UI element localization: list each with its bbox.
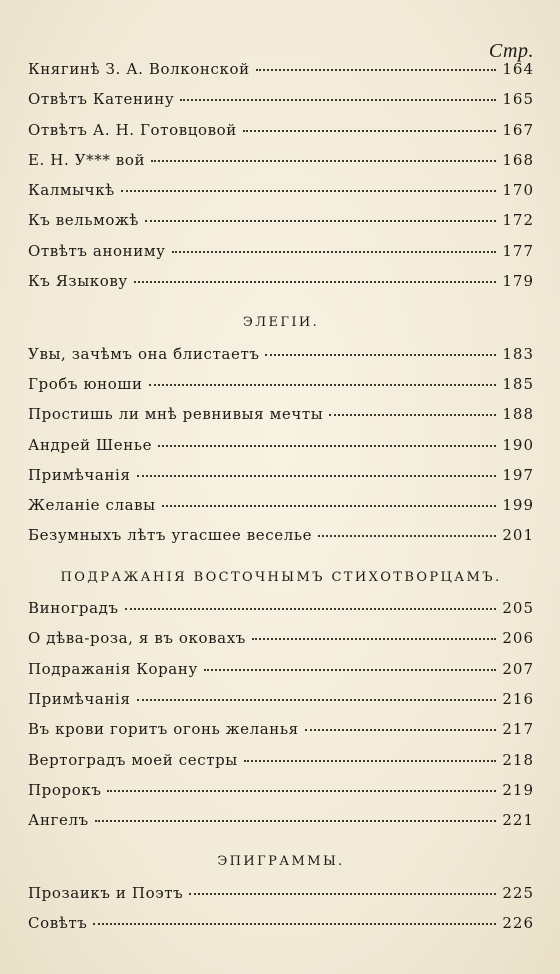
toc-entry [28, 151, 534, 181]
entry-title: Калмычкѣ [28, 181, 115, 200]
dot-leader [137, 474, 497, 477]
dot-leader [204, 668, 496, 671]
toc-entry [28, 629, 534, 659]
entry-page-number: 201 [502, 526, 534, 545]
toc-entry [28, 272, 534, 302]
entry-page-number: 179 [502, 272, 534, 291]
toc-entry [28, 599, 534, 629]
entry-page-number: 185 [502, 374, 534, 393]
entry-title: Прозаикъ и Поэтъ [28, 883, 184, 902]
toc-entry [28, 181, 534, 211]
entry-page-number: 164 [502, 60, 534, 78]
toc-entry [28, 436, 534, 466]
dot-leader [172, 250, 497, 253]
entry-title: Безумныхъ лѣтъ угасшее веселье [28, 526, 313, 545]
entry-title: Пророкъ [28, 780, 102, 799]
entry-page-number: 207 [502, 659, 534, 678]
entry-page-number: 177 [502, 241, 534, 260]
toc-entry [28, 884, 534, 914]
entry-page-number: 199 [502, 496, 534, 515]
toc-entry [28, 211, 534, 241]
entry-title: Е. Н. У*** вой [28, 150, 146, 169]
entry-title: Отвѣтъ Катенину [28, 90, 175, 109]
entry-title: Княгинѣ З. А. Волконской [28, 60, 250, 78]
entry-title: Къ вельможѣ [28, 211, 140, 230]
dot-leader [95, 819, 497, 822]
entry-page-number: 217 [502, 720, 534, 739]
section-heading: ЭПИГРАММЫ. [217, 854, 345, 870]
toc-entry [28, 60, 534, 90]
entry-page-number: 219 [502, 780, 534, 799]
toc-entry [28, 375, 534, 405]
entry-title: Примѣчанія [28, 689, 131, 708]
toc-entry [28, 690, 534, 720]
entry-title: Увы, зачѣмъ она блистаетъ [28, 344, 260, 363]
entry-title: Примѣчанія [28, 465, 131, 484]
entry-page-number: 165 [502, 90, 534, 109]
entry-page-number: 190 [502, 435, 534, 454]
page-column-label: Стр. [488, 40, 534, 62]
entry-page-number: 216 [502, 689, 534, 708]
dot-leader [145, 219, 496, 222]
dot-leader [244, 759, 497, 762]
toc-entry [28, 121, 534, 151]
toc-entry [28, 720, 534, 750]
entry-page-number: 168 [502, 150, 534, 169]
toc-entry [28, 466, 534, 496]
dot-leader [162, 504, 497, 507]
entry-page-number: 167 [502, 120, 534, 139]
entry-title: Къ Языкову [28, 272, 128, 291]
entry-page-number: 218 [502, 750, 534, 769]
toc-entry [28, 914, 534, 944]
entry-title: Гробъ юноши [28, 374, 143, 393]
section-heading: ЭЛЕГІИ. [242, 315, 320, 331]
toc-entry [28, 345, 534, 375]
dot-leader [134, 280, 497, 283]
dot-leader [256, 68, 497, 71]
dot-leader [252, 637, 496, 640]
entry-title: Простишь ли мнѣ ревнивыя мечты [28, 405, 324, 424]
entry-page-number: 206 [502, 629, 534, 648]
toc-entry [28, 811, 534, 841]
entry-page-number: 225 [502, 883, 534, 902]
entry-title: Совѣтъ [28, 914, 88, 933]
entry-page-number: 226 [502, 914, 534, 933]
dot-leader [158, 444, 496, 447]
dot-leader [329, 413, 496, 416]
entry-title: Подражанія Корану [28, 659, 198, 678]
toc-entry [28, 751, 534, 781]
toc-entry [28, 90, 534, 120]
dot-leader [149, 383, 497, 386]
entry-page-number: 205 [502, 599, 534, 618]
entry-title: О дѣва-роза, я въ оковахъ [28, 629, 246, 648]
entry-title: Отвѣтъ анониму [28, 241, 166, 260]
dot-leader [93, 922, 496, 925]
toc-entry [28, 660, 534, 690]
toc-entry [28, 496, 534, 526]
dot-leader [189, 892, 496, 895]
entry-title: Андрей Шенье [28, 435, 153, 454]
dot-leader [151, 159, 496, 162]
section-heading: ПОДРАЖАНІЯ ВОСТОЧНЫМЪ СТИХОТВОРЦАМЪ. [60, 569, 502, 585]
toc-entry [28, 242, 534, 272]
dot-leader [305, 728, 497, 731]
dot-leader [137, 698, 497, 701]
entry-title: Желаніе славы [28, 496, 156, 515]
dot-leader [125, 607, 497, 610]
dot-leader [180, 98, 496, 101]
entry-title: Вертоградъ моей сестры [28, 750, 238, 769]
entry-page-number: 172 [502, 211, 534, 230]
dot-leader [107, 789, 496, 792]
dot-leader [121, 189, 497, 192]
toc-entry [28, 405, 534, 435]
entry-title: Отвѣтъ А. Н. Готовцовой [28, 120, 237, 139]
entry-title: Виноградъ [28, 599, 119, 618]
dot-leader [243, 129, 496, 132]
toc-entry [28, 526, 534, 556]
entry-page-number: 221 [502, 811, 534, 830]
dot-leader [265, 353, 496, 356]
dot-leader [318, 534, 496, 537]
table-of-contents [28, 60, 534, 944]
entry-page-number: 183 [502, 344, 534, 363]
entry-page-number: 188 [502, 405, 534, 424]
entry-page-number: 197 [502, 465, 534, 484]
entry-title: Въ крови горитъ огонь желанья [28, 720, 299, 739]
entry-page-number: 170 [502, 181, 534, 200]
toc-entry [28, 781, 534, 811]
entry-title: Ангелъ [28, 811, 89, 830]
